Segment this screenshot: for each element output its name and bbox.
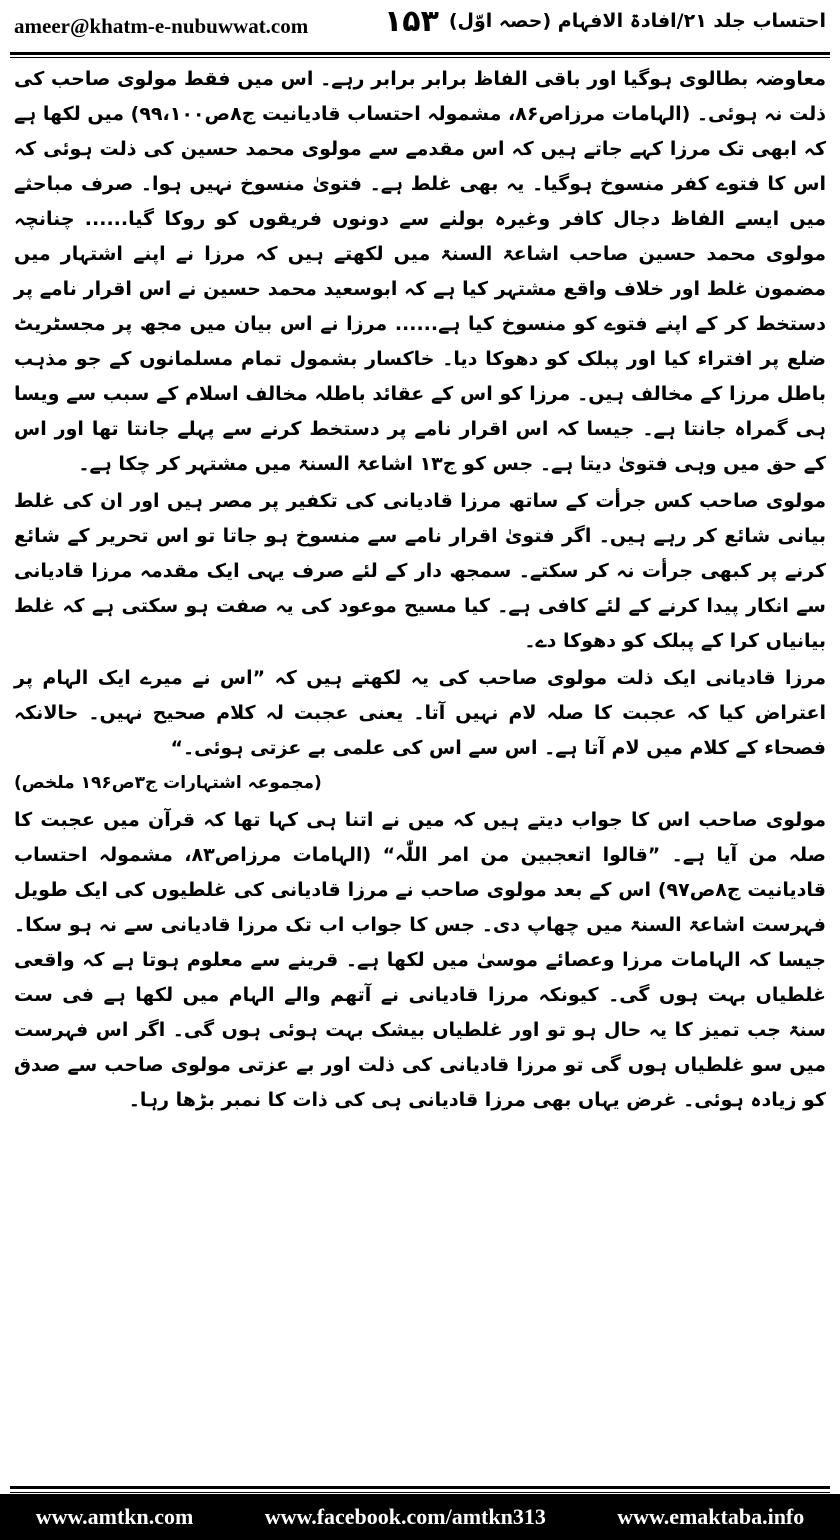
footer-link-emaktaba[interactable]: www.emaktaba.info: [617, 1504, 805, 1529]
footer-link-amtkn[interactable]: www.amtkn.com: [35, 1504, 194, 1529]
paragraph-3: [14, 661, 826, 801]
header-email: ameer@khatm-e-nubuwwat.com: [14, 14, 309, 38]
footer-link-facebook[interactable]: www.facebook.com/amtkn313: [264, 1504, 546, 1529]
paragraph-2: مولوی صاحب کس جرأت کے ساتھ مرزا قادیانی کی تکفیر پر مصر ہیں اور ان کی غلط بیانی شائع کر رہے ہیں۔ اگر فتویٰ اقرار نامے سے منسوخ ہو جاتا تو اس تحریر کے شائع کرنے پر کبھی جرأت نہ کر سکتے۔ سمجھ دار کے لئے صرف یہی ایک مقدمہ مرزا قادیانی سے انکار پیدا کرنے کے لئے کافی ہے۔ کیا مسیح موعود کی یہ صفت ہو سکتی ہے کہ غلط بیانیاں کرا کے پبلک کو دھوکا دے۔: [14, 490, 826, 652]
footer-rule-thin: [10, 1492, 830, 1493]
footer-rule: [10, 1486, 830, 1489]
page-header: [0, 0, 840, 58]
page-number: ۱۵۳: [384, 4, 439, 39]
book-title: احتساب جلد ۲۱/افادۃ الافہام (حصہ اوّل): [448, 10, 826, 32]
paragraph-1: معاوضہ بطالوی ہوگیا اور باقی الفاظ برابر برابر رہے۔ اس میں فقط مولوی صاحب کی ذلت نہ ہوئی۔ (الہامات مرزاص۸۶، مشمولہ احتساب قادیانیت ج۸ص۹۹،۱۰۰) میں لکھا ہے کہ ابھی تک مرزا کہے جاتے ہیں کہ اس مقدمے سے مولوی محمد حسین کی ذلت ہوئی کہ اس کا فتوے کفر منسوخ ہوگیا۔ یہ بھی غلط ہے۔ فتویٰ منسوخ نہیں ہوا۔ صرف مباحثے میں ایسے الفاظ دجال کافر وغیرہ بولنے سے دونوں فریقوں کو روکا گیا...... چنانچہ مولوی محمد حسین صاحب اشاعۃ السنۃ میں لکھتے ہیں کہ مرزا نے اپنے اشتہار میں مضمون غلط اور خلاف واقع مشتہر کیا ہے کہ ابوسعید محمد حسین نے اس اقرار نامے پر دستخط کر کے اپنے فتوے کو منسوخ کیا ہے...... مرزا نے اس بیان میں مجھ پر مجسٹریٹ ضلع پر افتراء کیا اور پبلک کو دھوکا دیا۔ خاکسار بشمول تمام مسلمانوں کے جو مذہب باطل مرزا کے مخالف ہیں۔ مرزا کو اس کے عقائد باطلہ مخالف اسلام کے سبب سے ویسا ہی گمراہ جانتا ہے۔ جیسا کہ اس اقرار نامے پر دستخط کرنے سے پہلے جانتا تھا اور اس کے حق میں وہی فتویٰ دیتا ہے۔ جس کو ج۱۳ اشاعۃ السنۃ میں مشتہر کر چکا ہے۔: [14, 68, 826, 475]
page-body: [14, 62, 826, 1470]
paragraph-3-text: مرزا قادیانی ایک ذلت مولوی صاحب کی یہ لکھتے ہیں کہ ”اس نے میرے ایک الہام پر اعتراض کیا کہ عجبت کا صلہ لام نہیں آتا۔ یعنی عجبت لہ کلام صحیح نہیں۔ حالانکہ فصحاء کے کلام میں لام آتا ہے۔ اس سے اس کی علمی بے عزتی ہوئی۔“: [14, 667, 826, 759]
header-rule-thin: [10, 57, 830, 58]
citation: (مجموعہ اشتہارات ج۳ص۱۹۶ ملخص): [14, 773, 322, 793]
header-rule: [10, 52, 830, 55]
page-footer: [0, 1494, 840, 1540]
paragraph-4: مولوی صاحب اس کا جواب دیتے ہیں کہ میں نے اتنا ہی کہا تھا کہ قرآن میں عجبت کا صلہ من آیا ہے۔ ”قالوا اتعجبین من امر اللّٰہ“ (الہامات مرزاص۸۳، مشمولہ احتساب قادیانیت ج۸ص۹۷) اس کے بعد مولوی صاحب نے مرزا قادیانی کی غلطیوں کی ایک طویل فہرست اشاعۃ السنۃ میں چھاپ دی۔ جس کا جواب اب تک مرزا قادیانی سے نہ ہو سکا۔ جیسا کہ الہامات مرزا وعصائے موسیٰ میں لکھا ہے۔ قرینے سے معلوم ہوتا ہے کہ واقعی غلطیاں بہت ہوں گی۔ کیونکہ مرزا قادیانی نے آتھم والے الہام میں لکھا ہے فی ست سنۃ جب تمیز کا یہ حال ہو تو اور غلطیاں بیشک بہت ہوئی ہوں گی۔ اگر اس فہرست میں سو غلطیاں ہوں گی تو مرزا قادیانی کی ذلت اور بے عزتی مولوی صاحب سے صدق کو زیادہ ہوئی۔ غرض یہاں بھی مرزا قادیانی ہی کی ذات کا نمبر بڑھا رہا۔: [14, 809, 826, 1111]
